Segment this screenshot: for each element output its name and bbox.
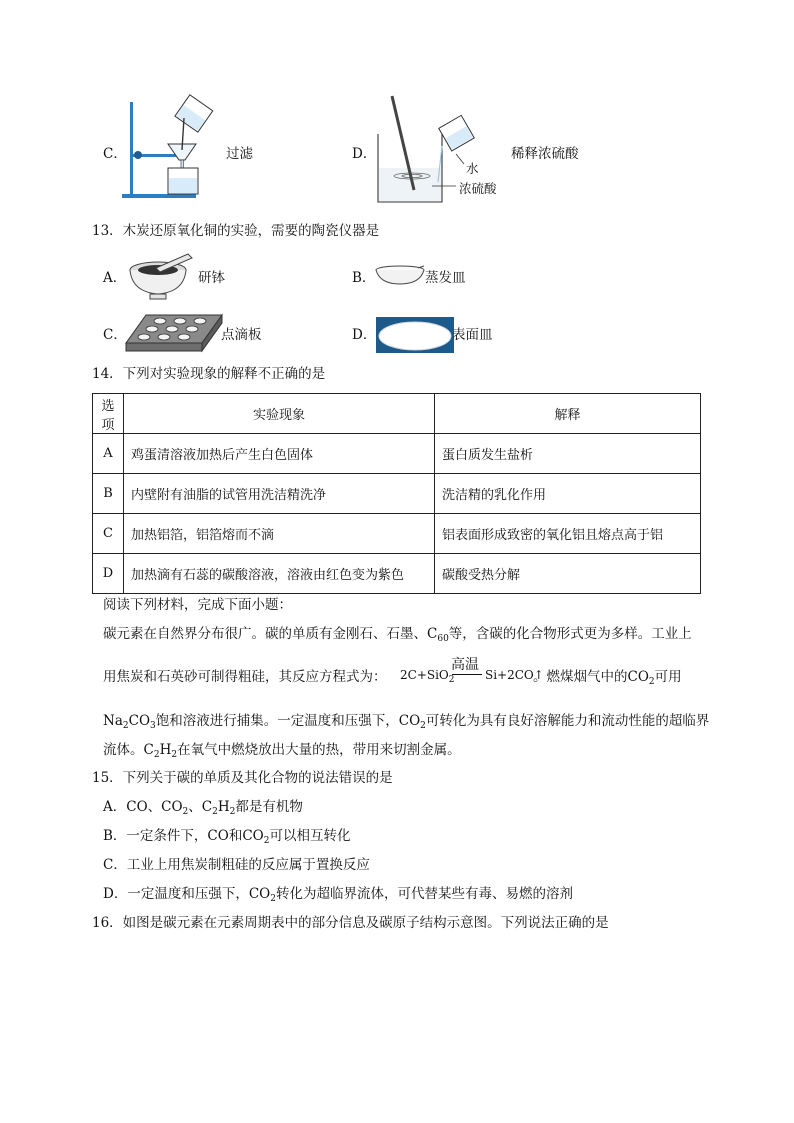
- table-cell-option: B: [93, 474, 124, 514]
- subscript: 60: [437, 634, 449, 644]
- option-text: H: [217, 799, 230, 815]
- table-row: [93, 474, 701, 514]
- q15-option-a: [103, 798, 303, 821]
- q13-option-c-label: 点滴板: [221, 327, 262, 343]
- table-cell-option: A: [93, 434, 124, 474]
- subscript: 2: [153, 750, 160, 760]
- subscript: 2: [270, 894, 276, 904]
- table-header: 实验现象: [124, 394, 435, 434]
- reading-text: 饱和溶液进行捕集。一定温度和压强下，CO: [155, 713, 421, 729]
- equation-left: [400, 668, 455, 685]
- subscript: 2: [122, 721, 129, 731]
- equation-right: Si+2CO↑: [485, 668, 544, 682]
- reading-text: 。燃煤烟气中的CO: [533, 669, 649, 685]
- q12-acid-label: 浓硫酸: [459, 181, 497, 196]
- q12-option-d-letter: D．: [352, 146, 377, 162]
- subscript: 3: [150, 721, 156, 731]
- reading-text: CO: [128, 713, 151, 729]
- subscript: 2: [448, 675, 455, 685]
- reading-text: Na: [103, 713, 123, 729]
- q15-option-d: [103, 885, 573, 908]
- table-header: 解释: [435, 394, 701, 434]
- mortar-icon: [126, 250, 198, 302]
- table-cell-option: D: [93, 554, 124, 594]
- q14-stem: 14．下列对实验现象的解释不正确的是: [92, 366, 326, 382]
- reading-text: H: [159, 742, 172, 758]
- reading-line-3: [103, 712, 709, 735]
- table-row: [93, 514, 701, 554]
- table-header: 选项: [93, 394, 124, 434]
- reading-line-1: [103, 625, 692, 648]
- table-cell-phenomenon: 加热滴有石蕊的碳酸溶液，溶液由红色变为紫色: [124, 554, 435, 594]
- q13-option-d-label: 表面皿: [452, 327, 493, 343]
- subscript: 2: [212, 807, 218, 817]
- q13-option-a-label: 研钵: [198, 270, 225, 286]
- q13-option-d-letter: D．: [352, 327, 377, 343]
- q15-option-c: C．工业上用焦炭制粗硅的反应属于置换反应: [103, 857, 370, 873]
- reaction-equation: [400, 655, 544, 695]
- q15-stem: 15．下列关于碳的单质及其化合物的说法错误的是: [92, 770, 393, 786]
- q12-option-c-letter: C．: [103, 146, 127, 162]
- subscript: 2: [420, 721, 426, 731]
- equation-left-text: 2C+SiO: [400, 668, 449, 682]
- reading-text: 等，含碳的化合物形式更为多样。工业上: [448, 626, 692, 642]
- evaporating-dish-icon: [374, 264, 426, 288]
- table-cell-explanation: 碳酸受热分解: [435, 554, 701, 594]
- option-text: A．CO、CO: [103, 799, 183, 815]
- table-row: [93, 434, 701, 474]
- table-cell-explanation: 铝表面形成致密的氧化铝且熔点高于铝: [435, 514, 701, 554]
- subscript: 2: [182, 807, 189, 817]
- q13-option-b-letter: B．: [352, 270, 376, 286]
- reading-text: 流体。C: [103, 742, 154, 758]
- experiment-table: [92, 393, 701, 594]
- q12-water-label: 水: [466, 161, 479, 176]
- option-text: 、C: [188, 799, 213, 815]
- subscript: 2: [171, 750, 178, 760]
- reading-text: 用焦炭和石英砂可制得粗硅，其反应方程式为：: [103, 669, 387, 685]
- option-text: 转化为超临界流体，可代替某些有毒、易燃的溶剂: [275, 886, 573, 902]
- spot-plate-icon: [124, 313, 224, 355]
- table-cell-phenomenon: 内壁附有油脂的试管用洗洁精洗净: [124, 474, 435, 514]
- q13-stem: 13．木炭还原氧化铜的实验，需要的陶瓷仪器是: [92, 223, 380, 239]
- q13-option-a-letter: A．: [103, 270, 127, 286]
- q12-option-d-label: 稀释浓硫酸: [511, 146, 579, 162]
- table-header-row: [93, 394, 701, 434]
- reading-line-4: [103, 741, 461, 764]
- q15-option-b: [103, 827, 350, 850]
- q13-option-c-letter: C．: [103, 327, 127, 343]
- q13-option-b-label: 蒸发皿: [425, 270, 466, 286]
- option-text: B．一定条件下，CO和CO: [103, 828, 264, 844]
- subscript: 2: [229, 807, 236, 817]
- reading-intro: 阅读下列材料，完成下面小题：: [103, 597, 292, 613]
- reading-text: 碳元素在自然界分布很广。碳的单质有金刚石、石墨、C: [103, 626, 438, 642]
- q16-stem: 16．如图是碳元素在元素周期表中的部分信息及碳原子结构示意图。下列说法正确的是: [92, 915, 609, 931]
- table-cell-explanation: 洗洁精的乳化作用: [435, 474, 701, 514]
- reading-line-2: [103, 668, 387, 686]
- filtration-apparatus-image: [118, 96, 228, 200]
- table-cell-phenomenon: 加热铝箔，铝箔熔而不滴: [124, 514, 435, 554]
- reading-text: 可转化为具有良好溶解能力和流动性能的超临界: [425, 713, 710, 729]
- table-cell-phenomenon: 鸡蛋清溶液加热后产生白色固体: [124, 434, 435, 474]
- reading-text: 在氧气中燃烧放出大量的热，带用来切割金属。: [177, 742, 461, 758]
- reading-line-2b: [533, 668, 682, 691]
- table-cell-explanation: 蛋白质发生盐析: [435, 434, 701, 474]
- option-text: 都是有机物: [235, 799, 303, 815]
- subscript: 2: [648, 677, 655, 687]
- q12-option-c-label: 过滤: [226, 146, 253, 162]
- equation-equals-line: [452, 674, 482, 675]
- equation-condition: 高温: [451, 657, 479, 673]
- reading-text: 可用: [654, 669, 682, 685]
- table-cell-option: C: [93, 514, 124, 554]
- option-text: 可以相互转化: [269, 828, 351, 844]
- subscript: 2: [263, 836, 270, 846]
- table-row: [93, 554, 701, 594]
- watch-glass-icon: [376, 317, 454, 353]
- option-text: D．一定温度和压强下，CO: [103, 886, 271, 902]
